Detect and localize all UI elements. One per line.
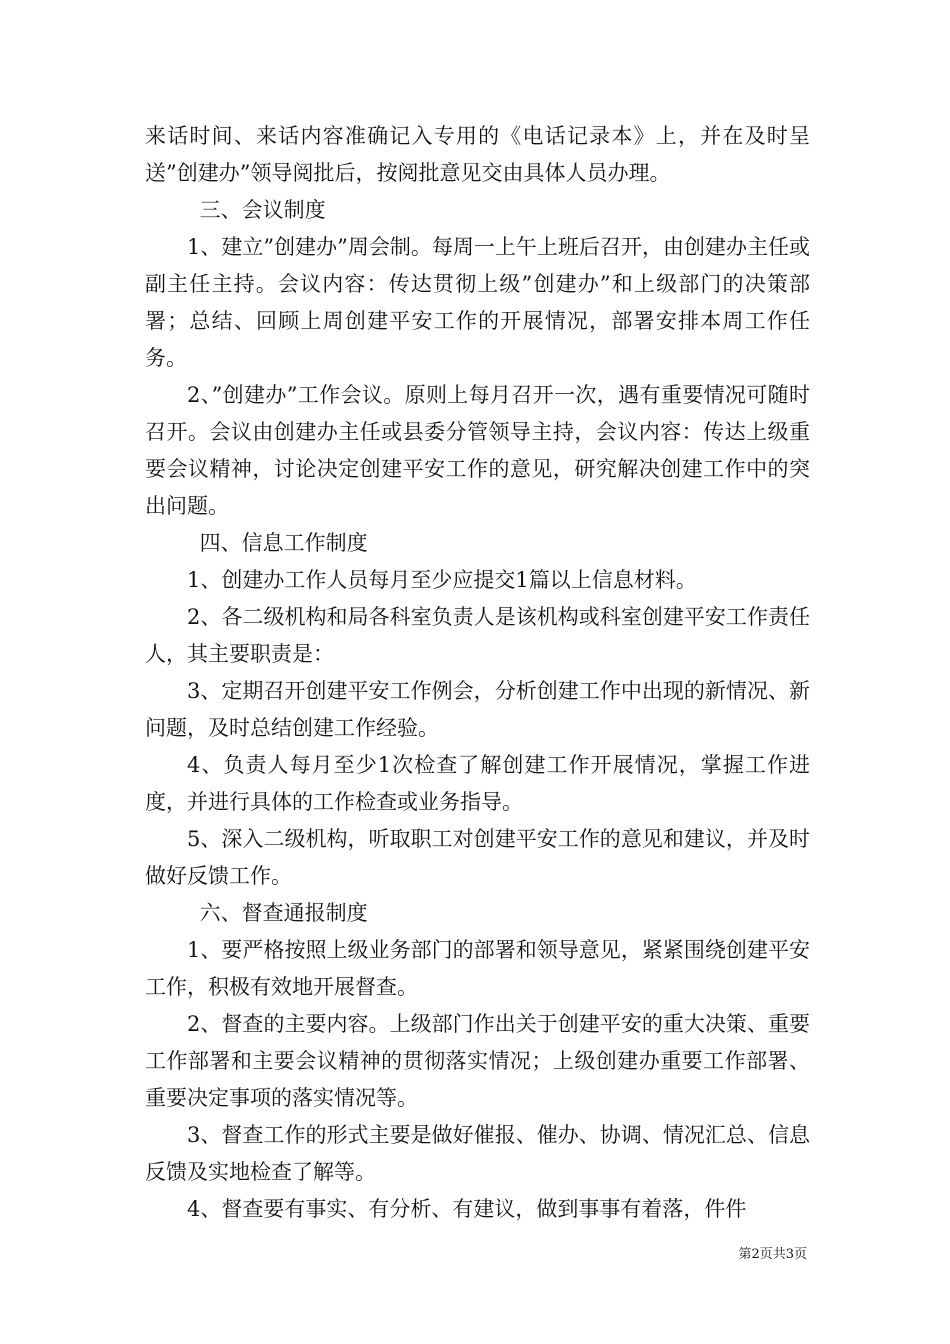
paragraph: 1、创建办工作人员每月至少应提交1篇以上信息材料。 bbox=[187, 568, 697, 592]
paragraph: 4、负责人每月至少1次检查了解创建工作开展情况，掌握工作进度，并进行具体的工作检查或业务指导。 bbox=[145, 753, 810, 814]
paragraph: 4、督查要有事实、有分析、有建议，做到事事有着落，件件 bbox=[187, 1197, 747, 1221]
document-body bbox=[145, 118, 810, 1228]
page-number: 第2页共3页 bbox=[738, 1247, 807, 1262]
paragraph: 2、督查的主要内容。上级部门作出关于创建平安的重大决策、重要工作部署和主要会议精神的贯彻落实情况；上级创建办重要工作部署、重要决定事项的落实情况等。 bbox=[145, 1012, 810, 1110]
paragraph-continuation: 来话时间、来话内容准确记入专用的《电话记录本》上，并在及时呈送”创建办”领导阅批后，按阅批意见交由具体人员办理。 bbox=[145, 124, 810, 185]
section-heading-information: 四、信息工作制度 bbox=[199, 531, 368, 555]
paragraph: 5、深入二级机构，听取职工对创建平安工作的意见和建议，并及时做好反馈工作。 bbox=[145, 827, 810, 888]
paragraph: 2、”创建办”工作会议。原则上每月召开一次，遇有重要情况可随时召开。会议由创建办主任或县委分管领导主持，会议内容：传达上级重要会议精神，讨论决定创建平安工作的意见，研究解决创建工作中的突出问题。 bbox=[145, 383, 810, 518]
paragraph: 1、建立”创建办”周会制。每周一上午上班后召开，由创建办主任或副主任主持。会议内容：传达贯彻上级”创建办”和上级部门的决策部署；总结、回顾上周创建平安工作的开展情况，部署安排本周工作任务。 bbox=[145, 235, 810, 370]
section-heading-meetings: 三、会议制度 bbox=[199, 198, 326, 222]
paragraph: 3、督查工作的形式主要是做好催报、催办、协调、情况汇总、信息反馈及实地检查了解等。 bbox=[145, 1123, 810, 1184]
section-heading-supervision: 六、督查通报制度 bbox=[199, 901, 368, 925]
paragraph: 1、要严格按照上级业务部门的部署和领导意见，紧紧围绕创建平安工作，积极有效地开展督查。 bbox=[145, 938, 810, 999]
paragraph: 2、各二级机构和局各科室负责人是该机构或科室创建平安工作责任人，其主要职责是： bbox=[145, 605, 810, 666]
paragraph: 3、定期召开创建平安工作例会，分析创建工作中出现的新情况、新问题，及时总结创建工作经验。 bbox=[145, 679, 810, 740]
